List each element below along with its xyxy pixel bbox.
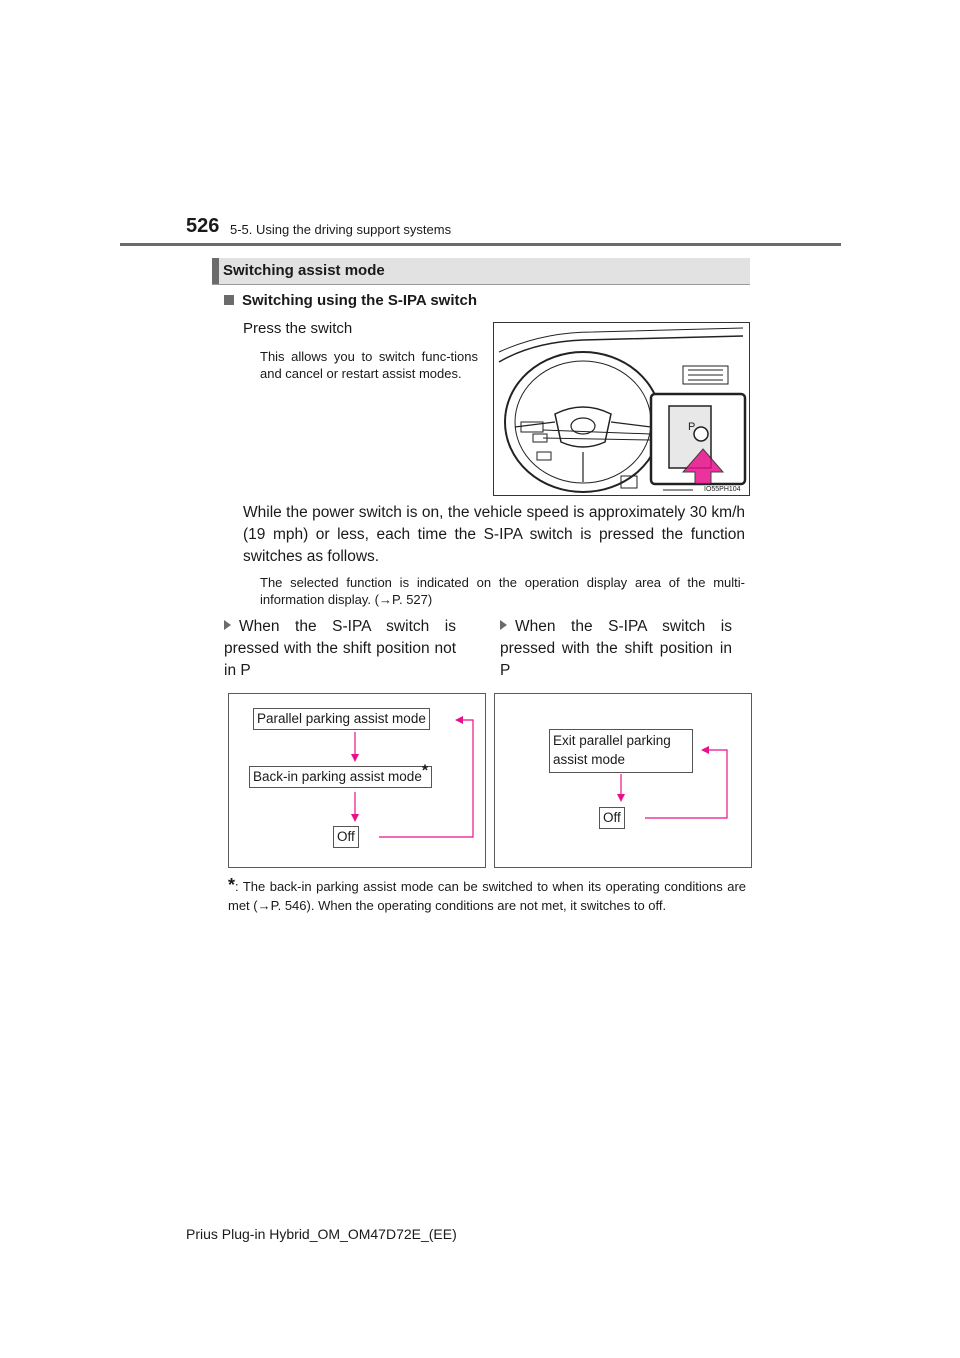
mode-back-in-text: Back-in parking assist mode: [253, 769, 422, 784]
subheading: [224, 292, 477, 309]
steering-switch-illustration: [493, 322, 750, 496]
title-bar-accent: [212, 258, 219, 284]
left-mode-diagram: [228, 693, 486, 868]
left-column-label-text: When the S-IPA switch is pressed with the shift position not in P: [224, 618, 456, 679]
arrow-down-icon: [351, 754, 359, 762]
right-column-label-text: When the S-IPA switch is pressed with the shift position in P: [500, 618, 732, 679]
section-header: 5-5. Using the driving support systems: [230, 222, 452, 237]
header-rule: [120, 243, 841, 246]
left-column-label: [224, 616, 456, 682]
subheading-text: Switching using the S-IPA switch: [242, 292, 478, 309]
main-paragraph: While the power switch is on, the vehicle speed is approximately 30 km/h (19 mph) or less, each time the S-IPA switch is pressed the function switches as follows.: [243, 504, 745, 565]
triangle-bullet-icon: [500, 620, 507, 630]
mode-back-in-parking: [249, 762, 432, 788]
triangle-bullet-icon: [224, 620, 231, 630]
asterisk-marker: *: [421, 762, 429, 780]
right-mode-diagram: [494, 693, 752, 868]
mode-parallel-parking: Parallel parking assist mode: [253, 708, 430, 730]
footnote-text: : The back-in parking assist mode can be switched to when its operating conditions are met (→P. 546). When the operating conditions are not met, it switches to off.: [228, 879, 746, 913]
press-switch-step: Press the switch: [243, 320, 353, 337]
arrow-left-icon: [455, 716, 463, 724]
paragraph-note: The selected function is indicated on the operation display area of the multi-information display. (→P. 527): [260, 575, 745, 607]
mode-off: Off: [333, 826, 359, 848]
mode-exit-parallel-parking: Exit parallel parking assist mode: [549, 729, 693, 773]
document-footer: Prius Plug-in Hybrid_OM_OM47D72E_(EE): [186, 1226, 457, 1242]
box-title: [212, 258, 750, 285]
footnote: [228, 876, 746, 915]
svg-text:P: P: [688, 421, 696, 433]
arrow-down-icon: [617, 794, 625, 802]
footnote-asterisk: *: [228, 875, 236, 895]
arrow-left-icon: [701, 746, 709, 754]
right-flow-arrows: [495, 694, 751, 867]
mode-off: Off: [599, 807, 625, 829]
square-bullet-icon: [224, 295, 234, 305]
press-switch-description: This allows you to switch func-tions and cancel or restart assist modes.: [260, 349, 478, 381]
arrow-down-icon: [351, 814, 359, 822]
right-column-label: [500, 616, 732, 682]
page-number: 526: [186, 215, 220, 237]
box-title-text: Switching assist mode: [223, 262, 385, 279]
image-code: IO55PH104: [704, 486, 741, 493]
